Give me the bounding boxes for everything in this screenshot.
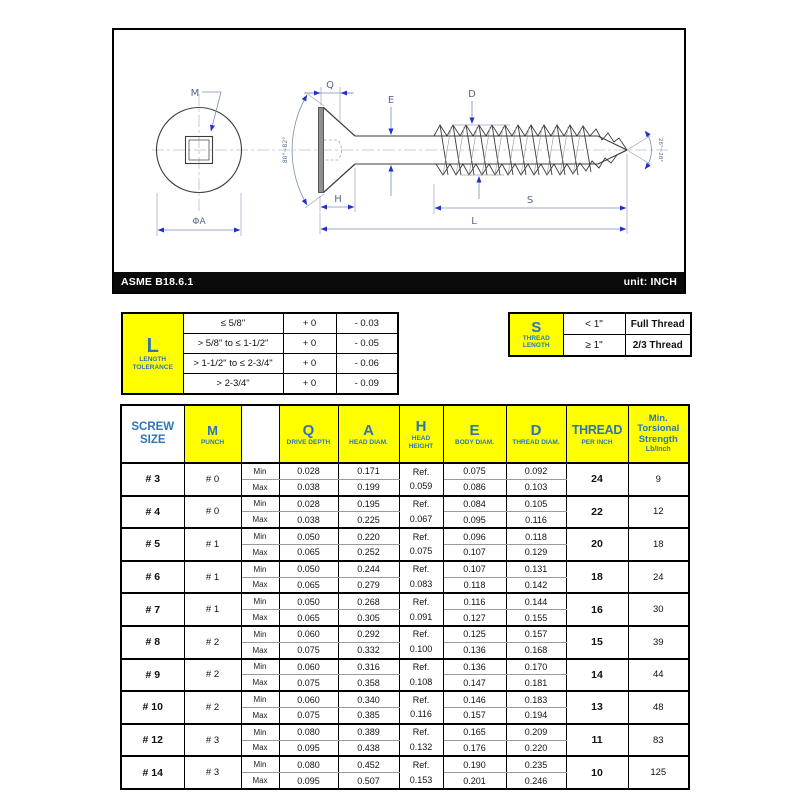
thread-diam-max-cell: 0.220: [506, 740, 566, 756]
max-label-cell: Max: [241, 544, 279, 560]
length-range: ≤ 5/8": [183, 313, 283, 334]
thread-diam-label: D: [468, 89, 476, 100]
head-height-dimension: [320, 168, 355, 212]
point-angle-label: 26°~28°: [657, 137, 663, 163]
head-height-cell: Ref. 0.132: [399, 724, 443, 757]
torsional-strength-cell: 125: [628, 756, 689, 789]
body-diam-min-cell: 0.075: [443, 463, 506, 479]
length-range: > 5/8" to ≤ 1-1/2": [183, 334, 283, 354]
head-diam-max-cell: 0.385: [338, 707, 399, 723]
thread-length-condition: < 1": [563, 313, 625, 335]
thread-diam-min-cell: 0.170: [506, 659, 566, 675]
screw-size-cell: # 12: [121, 724, 184, 757]
max-label-cell: Max: [241, 707, 279, 723]
thread-diam-min-cell: 0.105: [506, 496, 566, 512]
screw-technical-drawing: [114, 30, 684, 272]
col-header-thread-per-inch: THREAD PER INCH: [566, 405, 628, 463]
thread-per-inch-cell: 11: [566, 724, 628, 757]
spec-table: [120, 404, 690, 790]
tolerance-plus: + 0: [283, 354, 336, 374]
thread-per-inch-cell: 20: [566, 528, 628, 561]
thread-diam-max-cell: 0.129: [506, 544, 566, 560]
thread-per-inch-cell: 16: [566, 593, 628, 626]
table-row-min: [121, 463, 689, 479]
max-label-cell: Max: [241, 512, 279, 528]
head-height-cell: Ref. 0.100: [399, 626, 443, 659]
body-diam-max-cell: 0.201: [443, 773, 506, 789]
screw-size-cell: # 14: [121, 756, 184, 789]
spec-table-header-row: [121, 405, 689, 463]
drive-depth-min-cell: 0.050: [279, 561, 338, 577]
max-label-cell: Max: [241, 773, 279, 789]
body-diam-min-cell: 0.136: [443, 659, 506, 675]
body-diam-max-cell: 0.136: [443, 642, 506, 658]
screw-size-cell: # 5: [121, 528, 184, 561]
thread-diam-max-cell: 0.246: [506, 773, 566, 789]
thread-diam-max-cell: 0.142: [506, 577, 566, 593]
thread-per-inch-cell: 14: [566, 659, 628, 692]
body-diam-min-cell: 0.107: [443, 561, 506, 577]
head-diam-min-cell: 0.171: [338, 463, 399, 479]
min-label-cell: Min: [241, 691, 279, 707]
body-diam-dimension: [388, 95, 394, 196]
head-diam-max-cell: 0.199: [338, 479, 399, 495]
drive-depth-dimension: [304, 80, 354, 122]
head-diam-max-cell: 0.438: [338, 740, 399, 756]
drive-depth-min-cell: 0.080: [279, 756, 338, 772]
head-height-cell: Ref. 0.083: [399, 561, 443, 594]
drive-depth-min-cell: 0.080: [279, 724, 338, 740]
body-diam-max-cell: 0.118: [443, 577, 506, 593]
spec-table-body: [121, 463, 689, 789]
punch-cell: # 3: [184, 756, 241, 789]
thread-per-inch-cell: 10: [566, 756, 628, 789]
body-diam-min-cell: 0.084: [443, 496, 506, 512]
thread-diam-max-cell: 0.155: [506, 610, 566, 626]
min-label-cell: Min: [241, 593, 279, 609]
head-diam-min-cell: 0.340: [338, 691, 399, 707]
body-diam-max-cell: 0.157: [443, 707, 506, 723]
head-height-cell: Ref. 0.116: [399, 691, 443, 724]
tolerance-plus: + 0: [283, 374, 336, 395]
drive-depth-min-cell: 0.050: [279, 593, 338, 609]
body-diam-max-cell: 0.095: [443, 512, 506, 528]
thread-profile-top: [434, 125, 627, 150]
thread-per-inch-cell: 18: [566, 561, 628, 594]
head-diam-max-cell: 0.332: [338, 642, 399, 658]
col-header-head-diam: A HEAD DIAM.: [338, 405, 399, 463]
head-height-cell: Ref. 0.153: [399, 756, 443, 789]
table-row-min: [121, 691, 689, 707]
punch-dim-label: M: [190, 88, 200, 99]
max-label-cell: Max: [241, 642, 279, 658]
thread-length-symbol: S: [531, 318, 542, 336]
screw-size-cell: # 3: [121, 463, 184, 496]
drive-depth-max-cell: 0.075: [279, 675, 338, 691]
head-diam-max-cell: 0.279: [338, 577, 399, 593]
head-height-cell: Ref. 0.108: [399, 659, 443, 692]
max-label-cell: Max: [241, 610, 279, 626]
torsional-strength-cell: 9: [628, 463, 689, 496]
table-row-min: [121, 659, 689, 675]
length-tolerance-header-cell: L LENGTH TOLERANCE: [122, 313, 183, 394]
col-header-punch: M PUNCH: [184, 405, 241, 463]
drive-depth-label: Q: [326, 80, 334, 91]
unit-label: unit: INCH: [623, 276, 677, 288]
thread-diam-max-cell: 0.181: [506, 675, 566, 691]
thread-profile-bottom: [436, 150, 627, 175]
torsional-strength-cell: 30: [628, 593, 689, 626]
drawing-panel: [112, 28, 686, 294]
head-height-cell: Ref. 0.075: [399, 528, 443, 561]
drive-depth-max-cell: 0.038: [279, 512, 338, 528]
standard-label: ASME B18.6.1: [121, 276, 194, 288]
thread-per-inch-cell: 13: [566, 691, 628, 724]
thread-length-label: S: [526, 195, 534, 206]
tolerance-minus: - 0.03: [336, 313, 398, 334]
head-diam-max-cell: 0.225: [338, 512, 399, 528]
drive-depth-max-cell: 0.095: [279, 773, 338, 789]
torsional-strength-cell: 44: [628, 659, 689, 692]
thread-diam-min-cell: 0.092: [506, 463, 566, 479]
table-row-min: [121, 528, 689, 544]
body-diam-min-cell: 0.190: [443, 756, 506, 772]
drive-depth-max-cell: 0.065: [279, 610, 338, 626]
min-label-cell: Min: [241, 756, 279, 772]
head-diam-min-cell: 0.389: [338, 724, 399, 740]
screw-size-cell: # 7: [121, 593, 184, 626]
min-label-cell: Min: [241, 463, 279, 479]
body-diam-label: E: [387, 95, 395, 106]
head-angle-label: 80°~82°: [282, 136, 289, 164]
punch-cell: # 2: [184, 659, 241, 692]
tolerance-minus: - 0.05: [336, 334, 398, 354]
col-header-torsional-strength: Min. Torsional Strength Lb/Inch: [628, 405, 689, 463]
head-diam-max-cell: 0.507: [338, 773, 399, 789]
drive-depth-min-cell: 0.028: [279, 463, 338, 479]
drawing-title-bar: [114, 272, 684, 292]
head-diam-min-cell: 0.292: [338, 626, 399, 642]
head-height-cell: Ref. 0.059: [399, 463, 443, 496]
min-label-cell: Min: [241, 626, 279, 642]
body-diam-max-cell: 0.147: [443, 675, 506, 691]
punch-cell: # 3: [184, 724, 241, 757]
drive-depth-max-cell: 0.075: [279, 707, 338, 723]
body-diam-max-cell: 0.086: [443, 479, 506, 495]
torsional-strength-cell: 24: [628, 561, 689, 594]
tolerance-minus: - 0.09: [336, 374, 398, 395]
body-diam-min-cell: 0.146: [443, 691, 506, 707]
screw-size-cell: # 8: [121, 626, 184, 659]
torsional-strength-cell: 83: [628, 724, 689, 757]
head-diam-min-cell: 0.452: [338, 756, 399, 772]
thread-length-table: [508, 312, 692, 357]
thread-diam-min-cell: 0.157: [506, 626, 566, 642]
thread-diam-min-cell: 0.144: [506, 593, 566, 609]
body-diam-max-cell: 0.107: [443, 544, 506, 560]
drive-depth-min-cell: 0.060: [279, 691, 338, 707]
length-dimension: [320, 154, 627, 234]
table-row-min: [121, 626, 689, 642]
head-diam-min-cell: 0.316: [338, 659, 399, 675]
col-header-screw-size: SCREW SIZE: [121, 405, 184, 463]
thread-length-dimension: [434, 184, 626, 214]
punch-cell: # 1: [184, 561, 241, 594]
body-diam-min-cell: 0.125: [443, 626, 506, 642]
min-label-cell: Min: [241, 659, 279, 675]
head-diam-label: ΦA: [192, 217, 206, 227]
col-header-drive-depth: Q DRIVE DEPTH: [279, 405, 338, 463]
thread-diam-max-cell: 0.116: [506, 512, 566, 528]
length-tolerance-table: [121, 312, 399, 395]
thread-diam-max-cell: 0.103: [506, 479, 566, 495]
body-diam-min-cell: 0.165: [443, 724, 506, 740]
body-diam-min-cell: 0.116: [443, 593, 506, 609]
head-diam-max-cell: 0.358: [338, 675, 399, 691]
head-height-label: H: [334, 194, 342, 205]
head-diam-min-cell: 0.220: [338, 528, 399, 544]
drive-depth-max-cell: 0.075: [279, 642, 338, 658]
max-label-cell: Max: [241, 577, 279, 593]
head-diam-min-cell: 0.195: [338, 496, 399, 512]
screw-size-cell: # 10: [121, 691, 184, 724]
length-label: L: [471, 216, 477, 227]
thread-length-value: 2/3 Thread: [625, 335, 691, 357]
max-label-cell: Max: [241, 479, 279, 495]
torsional-strength-cell: 12: [628, 496, 689, 529]
col-header-head-height: H HEAD HEIGHT: [399, 405, 443, 463]
min-label-cell: Min: [241, 528, 279, 544]
head-diam-min-cell: 0.244: [338, 561, 399, 577]
max-label-cell: Max: [241, 675, 279, 691]
thread-diam-min-cell: 0.118: [506, 528, 566, 544]
drive-depth-max-cell: 0.065: [279, 544, 338, 560]
drive-depth-min-cell: 0.060: [279, 659, 338, 675]
thread-per-inch-cell: 15: [566, 626, 628, 659]
drive-depth-min-cell: 0.028: [279, 496, 338, 512]
thread-length-value: Full Thread: [625, 313, 691, 335]
punch-cell: # 2: [184, 691, 241, 724]
centerlines: [152, 94, 670, 212]
screw-size-cell: # 6: [121, 561, 184, 594]
head-diam-max-cell: 0.305: [338, 610, 399, 626]
drive-depth-max-cell: 0.038: [279, 479, 338, 495]
head-height-cell: Ref. 0.091: [399, 593, 443, 626]
min-label-cell: Min: [241, 724, 279, 740]
col-header-thread-diam: D THREAD DIAM.: [506, 405, 566, 463]
punch-cell: # 2: [184, 626, 241, 659]
drive-depth-min-cell: 0.060: [279, 626, 338, 642]
thread-length-condition: ≥ 1": [563, 335, 625, 357]
head-diam-min-cell: 0.268: [338, 593, 399, 609]
torsional-strength-cell: 39: [628, 626, 689, 659]
punch-cell: # 1: [184, 528, 241, 561]
body-diam-min-cell: 0.096: [443, 528, 506, 544]
punch-cell: # 1: [184, 593, 241, 626]
body-diam-max-cell: 0.176: [443, 740, 506, 756]
min-label-cell: Min: [241, 561, 279, 577]
table-row-min: [121, 593, 689, 609]
table-row-min: [121, 724, 689, 740]
thread-diam-max-cell: 0.168: [506, 642, 566, 658]
drive-depth-max-cell: 0.095: [279, 740, 338, 756]
thread-diam-max-cell: 0.194: [506, 707, 566, 723]
tolerance-plus: + 0: [283, 313, 336, 334]
screw-size-cell: # 9: [121, 659, 184, 692]
length-range: > 2-3/4": [183, 374, 283, 395]
drive-depth-min-cell: 0.050: [279, 528, 338, 544]
head-height-cell: Ref. 0.067: [399, 496, 443, 529]
thread-diam-min-cell: 0.183: [506, 691, 566, 707]
head-diam-max-cell: 0.252: [338, 544, 399, 560]
thread-length-header-cell: S THREAD LENGTH: [509, 313, 563, 356]
torsional-strength-cell: 18: [628, 528, 689, 561]
screw-size-cell: # 4: [121, 496, 184, 529]
table-row-min: [121, 496, 689, 512]
punch-cell: # 0: [184, 463, 241, 496]
length-range: > 1-1/2" to ≤ 2-3/4": [183, 354, 283, 374]
table-row-min: [121, 756, 689, 772]
thread-per-inch-cell: 24: [566, 463, 628, 496]
thread-diam-min-cell: 0.209: [506, 724, 566, 740]
tolerance-minus: - 0.06: [336, 354, 398, 374]
body-diam-max-cell: 0.127: [443, 610, 506, 626]
drive-depth-max-cell: 0.065: [279, 577, 338, 593]
thread-diam-min-cell: 0.235: [506, 756, 566, 772]
col-header-body-diam: E BODY DIAM.: [443, 405, 506, 463]
thread-diam-min-cell: 0.131: [506, 561, 566, 577]
thread-per-inch-cell: 22: [566, 496, 628, 529]
max-label-cell: Max: [241, 740, 279, 756]
col-header-minmax: [241, 405, 279, 463]
torsional-strength-cell: 48: [628, 691, 689, 724]
punch-cell: # 0: [184, 496, 241, 529]
length-symbol: L: [146, 335, 159, 357]
table-row-min: [121, 561, 689, 577]
min-label-cell: Min: [241, 496, 279, 512]
tolerance-plus: + 0: [283, 334, 336, 354]
